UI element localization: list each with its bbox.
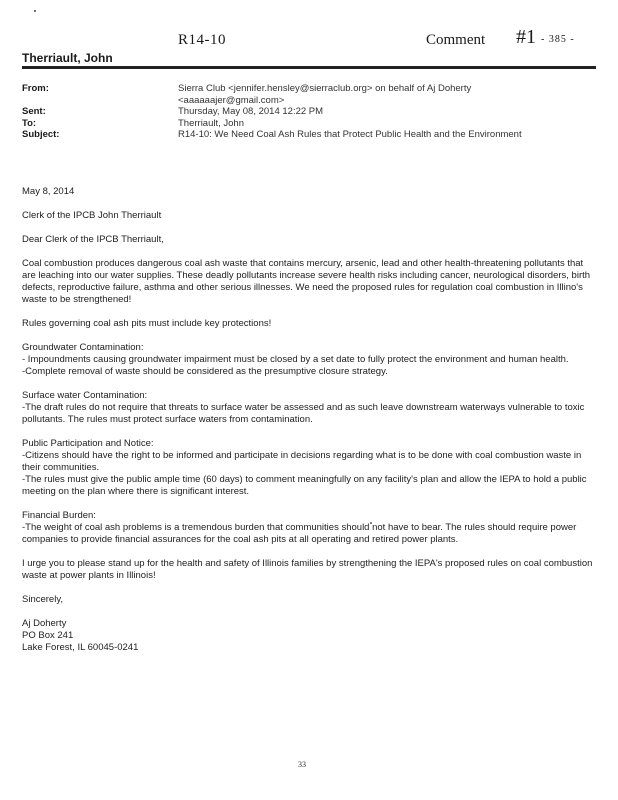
signer-address-line2: Lake Forest, IL 60045-0241 [22,642,139,653]
email-metadata [22,83,602,141]
page-stamp: - 385 - [541,34,575,45]
sent-label: Sent: [22,106,46,117]
public-participation-section [22,438,596,498]
sent-value: Thursday, May 08, 2014 12:22 PM [178,106,324,117]
subject-row [22,129,602,141]
from-label: From: [22,83,49,94]
case-number: R14-10 [178,32,226,48]
stamp-header [0,26,618,52]
bullet-text: -The weight of coal ash problems is a tremendous burden that communities should not have to bear. The rules should require power companies to provide financial assurances for the coal ash pits at all operating and retired power plants. [22,522,577,545]
bullet-text: - Impoundments causing groundwater impairment must be closed by a set date to fully protect the environment and human health. [22,354,569,365]
sent-row [22,106,602,118]
section-heading: Groundwater Contamination: [22,342,144,353]
section-heading: Public Participation and Notice: [22,438,154,449]
closing-paragraph: I urge you to please stand up for the health and safety of Illinois families by strengthening the IEPA's proposed rules on coal combustion waste at power plants in Illinois! [22,558,593,581]
subject-label: Subject: [22,129,60,140]
to-row [22,118,602,130]
bullet-text: -Citizens should have the right to be informed and participate in decisions regarding what is to be done with coal combustion waste in their communities. [22,450,582,473]
section-heading: Surface water Contamination: [22,390,148,401]
rules-intro: Rules governing coal ash pits must include key protections! [22,318,272,329]
to-value: Therriault, John [178,117,245,129]
groundwater-section [22,342,596,378]
signer-address-line1: PO Box 241 [22,630,74,641]
bullet-text: -The rules must give the public ample time (60 days) to comment meaningfully on any facility's plan and allow the IEPA to hold a public meeting on the plan where there is significant interest. [22,474,587,497]
from-row [22,83,602,106]
intro-paragraph: Coal combustion produces dangerous coal ash waste that contains mercury, arsenic, lead and other health-threatening pollutants that are leaching into our water supplies. These deadly pollutants increase severe health risks including cancer, neurological disorders, birth defects, reproductive failure, asthma and other serious illnesses. We need the proposed rules for regulation coal combustion in Illino's waste to be strengthened! [22,258,591,305]
header-divider [22,66,596,69]
page-number: 33 [298,760,306,769]
signer-name: Aj Doherty [22,618,67,629]
bullet-text: -The draft rules do not require that threats to surface water be assessed and as such leave downstream waterways vulnerable to toxic pollutants. The rules must protect surface waters from contamination. [22,402,585,425]
to-label: To: [22,117,37,129]
letter-date: May 8, 2014 [22,186,75,197]
signature-block [22,618,596,654]
surface-water-section [22,390,596,426]
letter-recipient: Clerk of the IPCB John Therriault [22,210,162,221]
section-heading: Financial Burden: [22,510,96,521]
subject-value: R14-10: We Need Coal Ash Rules that Protect Public Health and the Environment [178,129,522,140]
mailbox-owner-name: Therriault, John [22,51,113,65]
email-body [22,186,596,654]
bullet-text: -Complete removal of waste should be considered as the presumptive closure strategy. [22,366,388,377]
comment-label: Comment [426,32,486,48]
letter-salutation: Dear Clerk of the IPCB Therriault, [22,234,164,245]
financial-burden-section [22,510,596,546]
from-value: Sierra Club <jennifer.hensley@sierraclub.org> on behalf of Aj Doherty <aaaaaajer@gmail.com> [178,83,472,106]
signoff: Sincerely, [22,594,64,605]
comment-number: #1 [516,26,536,48]
scan-speck [34,10,36,12]
